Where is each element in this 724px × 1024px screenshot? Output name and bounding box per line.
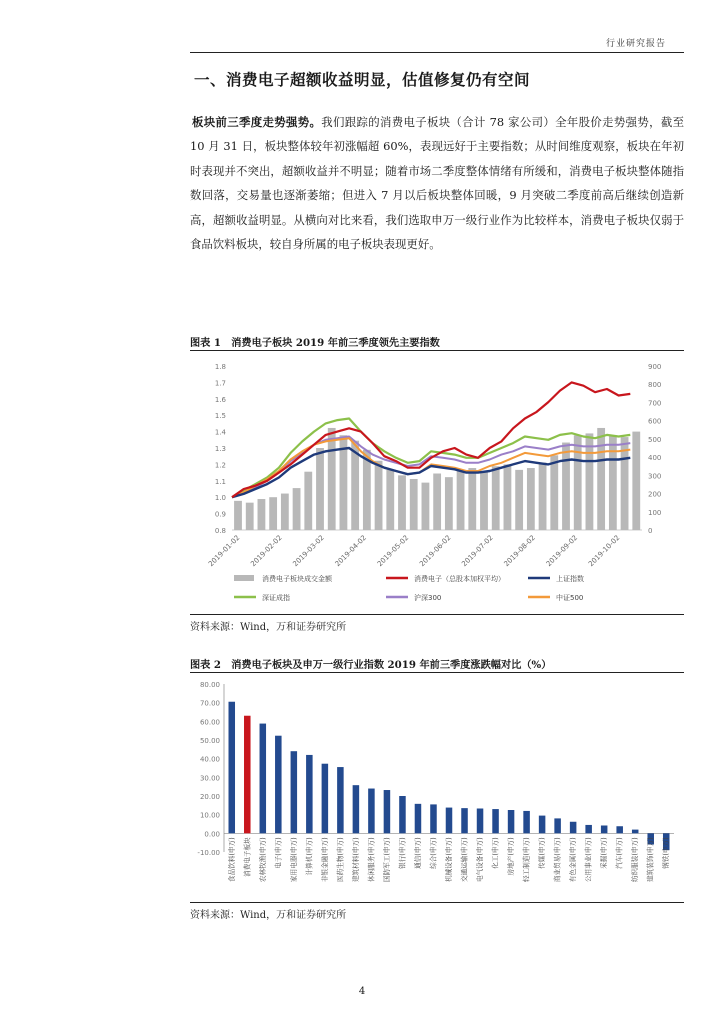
chart1-y-left-tick-label: 0.9: [214, 510, 226, 519]
chart1-volume-bar: [515, 470, 523, 530]
chart2-y-tick-label: 30.00: [199, 774, 220, 783]
chart1-legend-swatch: [234, 575, 254, 581]
chart2-y-tick-label: 40.00: [199, 755, 220, 764]
section-title: 一、消费电子超额收益明显，估值修复仍有空间: [193, 70, 530, 89]
chart2-category-label: 交通运输(申万): [460, 837, 469, 883]
chart1-x-tick-label: 2019-05-02: [375, 533, 411, 569]
figure2-bottom-rule: [190, 902, 684, 903]
chart1-volume-bar: [246, 503, 254, 530]
chart1-y-left-tick-label: 1.0: [214, 494, 226, 503]
chart1-volume-bar: [550, 455, 558, 530]
chart1-y-right-tick-label: 300: [648, 472, 662, 481]
chart1-x-tick-label: 2019-09-02: [544, 533, 580, 569]
chart1-volume-bar: [293, 488, 301, 530]
chart2-bar: [616, 826, 623, 833]
chart1-y-right-tick-label: 700: [648, 399, 662, 408]
chart2-category-label: 电气设备(申万): [476, 837, 485, 883]
chart1-volume-bar: [504, 464, 512, 530]
paragraph-body: 我们跟踪的消费电子板块（合计 78 家公司）全年股价走势强势，截至 10 月 31 日，板块整体较年初涨幅超 60%，表现远好于主要指数；从时间维度观察，板块在年初时表现并不突出，超额收益并不明显；随着市场二季度整体情绪有所缓和，消费电子板块整体随指数回落，交易量也逐渐萎缩；但进入 7 月以后板块整体回暖，9 月突破二季度前高后继续创造新高，超额收益明显。从横向对比来看，我们选取申万一级行业作为比较样本，消费电子板块仅弱于食品饮料板块，较自身所属的电子板块表现更好。: [190, 115, 684, 252]
chart1-legend-label: 消费电子（总股本加权平均）: [414, 575, 505, 583]
header-label: 行业研究报告: [605, 39, 666, 49]
chart1-x-tick-label: 2019-04-02: [333, 533, 369, 569]
chart1-y-right-tick-label: 200: [648, 490, 662, 499]
chart1-y-left-tick-label: 1.7: [214, 379, 226, 388]
chart1-volume-bar: [597, 428, 605, 530]
chart2-y-tick-label: 10.00: [199, 811, 220, 820]
chart2-category-label: 电子(申万): [274, 837, 283, 869]
chart2-bar: [461, 808, 468, 833]
chart1-y-right-tick-label: 500: [648, 435, 662, 444]
figure1-top-rule: [190, 350, 684, 351]
chart1-volume-bar: [258, 499, 266, 530]
chart1-y-left-tick-label: 1.5: [214, 412, 226, 421]
chart2-bar: [632, 830, 639, 834]
chart2-bar: [260, 724, 267, 834]
chart2-y-tick-label: 80.00: [199, 681, 220, 689]
body-paragraph: [190, 110, 684, 256]
chart2-category-label: 汽车(申万): [615, 837, 624, 869]
chart1-volume-bar: [574, 435, 582, 530]
chart1-x-tick-label: 2019-03-02: [291, 533, 326, 569]
chart2-bar: [570, 822, 577, 834]
chart1-volume-bar: [386, 470, 394, 530]
chart1-y-left-tick-label: 1.3: [214, 445, 226, 453]
chart1-y-left-tick-label: 1.8: [214, 363, 226, 371]
chart2-category-label: 家用电器(申万): [289, 837, 298, 883]
chart2-y-tick-label: 50.00: [199, 737, 220, 745]
chart2-category-label: 机械设备(申万): [445, 837, 453, 883]
header-rule: [190, 52, 684, 53]
chart1-volume-bar: [445, 477, 453, 530]
chart1-y-left-tick-label: 0.8: [214, 527, 226, 535]
chart1-volume-bar: [539, 463, 547, 530]
chart1-y-right-tick-label: 0: [648, 527, 653, 535]
chart1-y-right-tick-label: 600: [648, 417, 662, 426]
chart1-y-left-tick-label: 1.4: [214, 428, 226, 437]
chart2-category-label: 综合(申万): [429, 837, 438, 869]
chart1-y-right-tick-label: 400: [648, 454, 662, 463]
chart2-y-tick-label: 0.00: [204, 830, 220, 839]
figure2-title: 图表 2 消费电子板块及申万一级行业指数 2019 年前三季度涨跌幅对比（%）: [190, 659, 552, 671]
chart1-volume-bar: [281, 494, 289, 530]
chart2-category-label: 纺织服装(申万): [631, 837, 640, 883]
figure1-title: 图表 1 消费电子板块 2019 年前三季度领先主要指数: [190, 337, 440, 349]
chart1-volume-bar: [398, 475, 406, 530]
chart2-category-label: 非银金融(申万): [320, 837, 329, 883]
chart1-volume-bar: [269, 497, 277, 530]
chart1-volume-bar: [609, 435, 617, 530]
chart2-y-tick-label: 20.00: [199, 793, 220, 801]
chart2-category-label: 通信(申万): [413, 837, 422, 869]
chart2-bar: [337, 767, 344, 833]
chart1-volume-bar: [375, 461, 383, 530]
chart2-bar: [446, 808, 453, 834]
chart1-volume-bar: [422, 483, 430, 530]
figure1-chart: [190, 354, 684, 612]
chart1-line-consumer: [232, 382, 630, 497]
chart1-volume-bar: [457, 470, 465, 530]
chart2-bar: [477, 809, 484, 834]
chart2-bar: [492, 809, 499, 833]
chart2-y-tick-label: -10.00: [197, 849, 220, 857]
chart2-bar: [399, 796, 406, 833]
chart2-category-label: 国防军工(申万): [382, 837, 391, 883]
chart2-category-label: 轻工制造(申万): [522, 837, 531, 883]
chart2-bar: [384, 790, 391, 833]
chart1-legend-label: 中证500: [556, 594, 584, 602]
chart2-bar: [353, 785, 360, 833]
chart2-bar: [368, 789, 375, 834]
chart2-bar: [415, 804, 422, 833]
chart2-bar: [508, 810, 515, 833]
chart1-legend-label: 深证成指: [262, 594, 290, 602]
chart2-bar: [523, 811, 530, 833]
chart1-legend-label: 上证指数: [556, 575, 584, 583]
chart2-category-label: 房地产(申万): [507, 837, 516, 876]
chart2-category-label: 有色金属(申万): [569, 837, 578, 883]
chart1-legend-label: 消费电子板块成交金额: [262, 575, 332, 583]
chart1-volume-bar: [562, 443, 570, 530]
chart2-category-label: 建筑装饰(申万): [646, 837, 655, 883]
chart2-category-label: 采掘(申万): [600, 837, 609, 869]
chart1-y-right-tick-label: 800: [648, 381, 662, 390]
chart1-volume-bar: [410, 479, 418, 530]
chart2-category-label: 医药生物(申万): [336, 837, 345, 883]
chart1-x-tick-label: 2019-01-02: [206, 533, 242, 569]
figure2-chart: [190, 676, 684, 898]
chart2-bar: [275, 736, 282, 834]
chart2-category-label: 商业贸易(申万): [553, 837, 562, 883]
chart1-volume-bar: [304, 472, 312, 530]
chart2-y-tick-label: 60.00: [199, 718, 220, 727]
figure2-top-rule: [190, 672, 684, 673]
chart2-category-label: 建筑材料(申万): [351, 837, 360, 883]
chart2-category-label: 传媒(申万): [538, 837, 547, 869]
chart2-bar: [601, 825, 608, 833]
chart1-volume-bar: [527, 468, 535, 530]
chart1-volume-bar: [316, 448, 324, 530]
figure1-bottom-rule: [190, 614, 684, 615]
chart2-category-label: 钢铁(申万): [662, 837, 671, 869]
chart2-bar: [430, 804, 437, 833]
chart2-bar: [291, 751, 298, 833]
chart2-category-label: 公用事业(申万): [584, 837, 593, 883]
chart2-bar: [229, 702, 236, 834]
chart1-volume-bar: [234, 501, 242, 530]
chart1-x-tick-label: 2019-02-02: [249, 533, 284, 569]
chart2-category-label: 农林牧渔(申万): [258, 837, 267, 883]
chart2-bar: [554, 818, 561, 833]
figure2-source: 资料来源：Wind，万和证券研究所: [190, 910, 347, 921]
figure1-source: 资料来源：Wind，万和证券研究所: [190, 622, 347, 633]
chart1-x-tick-label: 2019-10-02: [586, 533, 622, 569]
chart1-x-tick-label: 2019-08-02: [502, 533, 537, 569]
chart1-volume-bar: [586, 433, 594, 530]
chart1-y-right-tick-label: 900: [648, 363, 662, 371]
chart1-x-tick-label: 2019-06-02: [418, 533, 453, 569]
chart2-bar: [306, 755, 313, 833]
chart2-y-tick-label: 70.00: [199, 699, 220, 708]
chart2-bar: [539, 816, 546, 834]
chart2-category-label: 银行(申万): [398, 837, 407, 869]
chart1-volume-bar: [480, 472, 488, 530]
chart1-volume-bar: [492, 466, 500, 530]
paragraph-lead: 板块前三季度走势强势。: [192, 115, 322, 129]
chart1-y-left-tick-label: 1.1: [214, 477, 226, 486]
chart2-category-label: 计算机(申万): [305, 837, 314, 876]
chart2-bar: [585, 825, 592, 833]
chart1-volume-bar: [328, 428, 336, 530]
chart1-volume-bar: [433, 474, 441, 530]
chart1-y-left-tick-label: 1.6: [214, 395, 226, 404]
chart2-bar: [244, 716, 251, 834]
chart2-bar: [322, 764, 329, 834]
chart1-volume-bar: [632, 432, 640, 530]
chart1-x-tick-label: 2019-07-02: [460, 533, 495, 569]
page-number: 4: [358, 986, 366, 997]
chart1-y-right-tick-label: 100: [648, 508, 662, 517]
chart2-category-label: 化工(申万): [491, 837, 500, 869]
chart2-category-label: 食品饮料(申万): [227, 837, 236, 883]
chart2-category-label: 消费电子板块: [243, 837, 252, 877]
chart1-y-left-tick-label: 1.2: [214, 461, 226, 470]
chart2-category-label: 休闲服务(申万): [367, 837, 376, 883]
chart1-legend-label: 沪深300: [414, 594, 442, 602]
chart1-volume-bar: [468, 468, 476, 530]
